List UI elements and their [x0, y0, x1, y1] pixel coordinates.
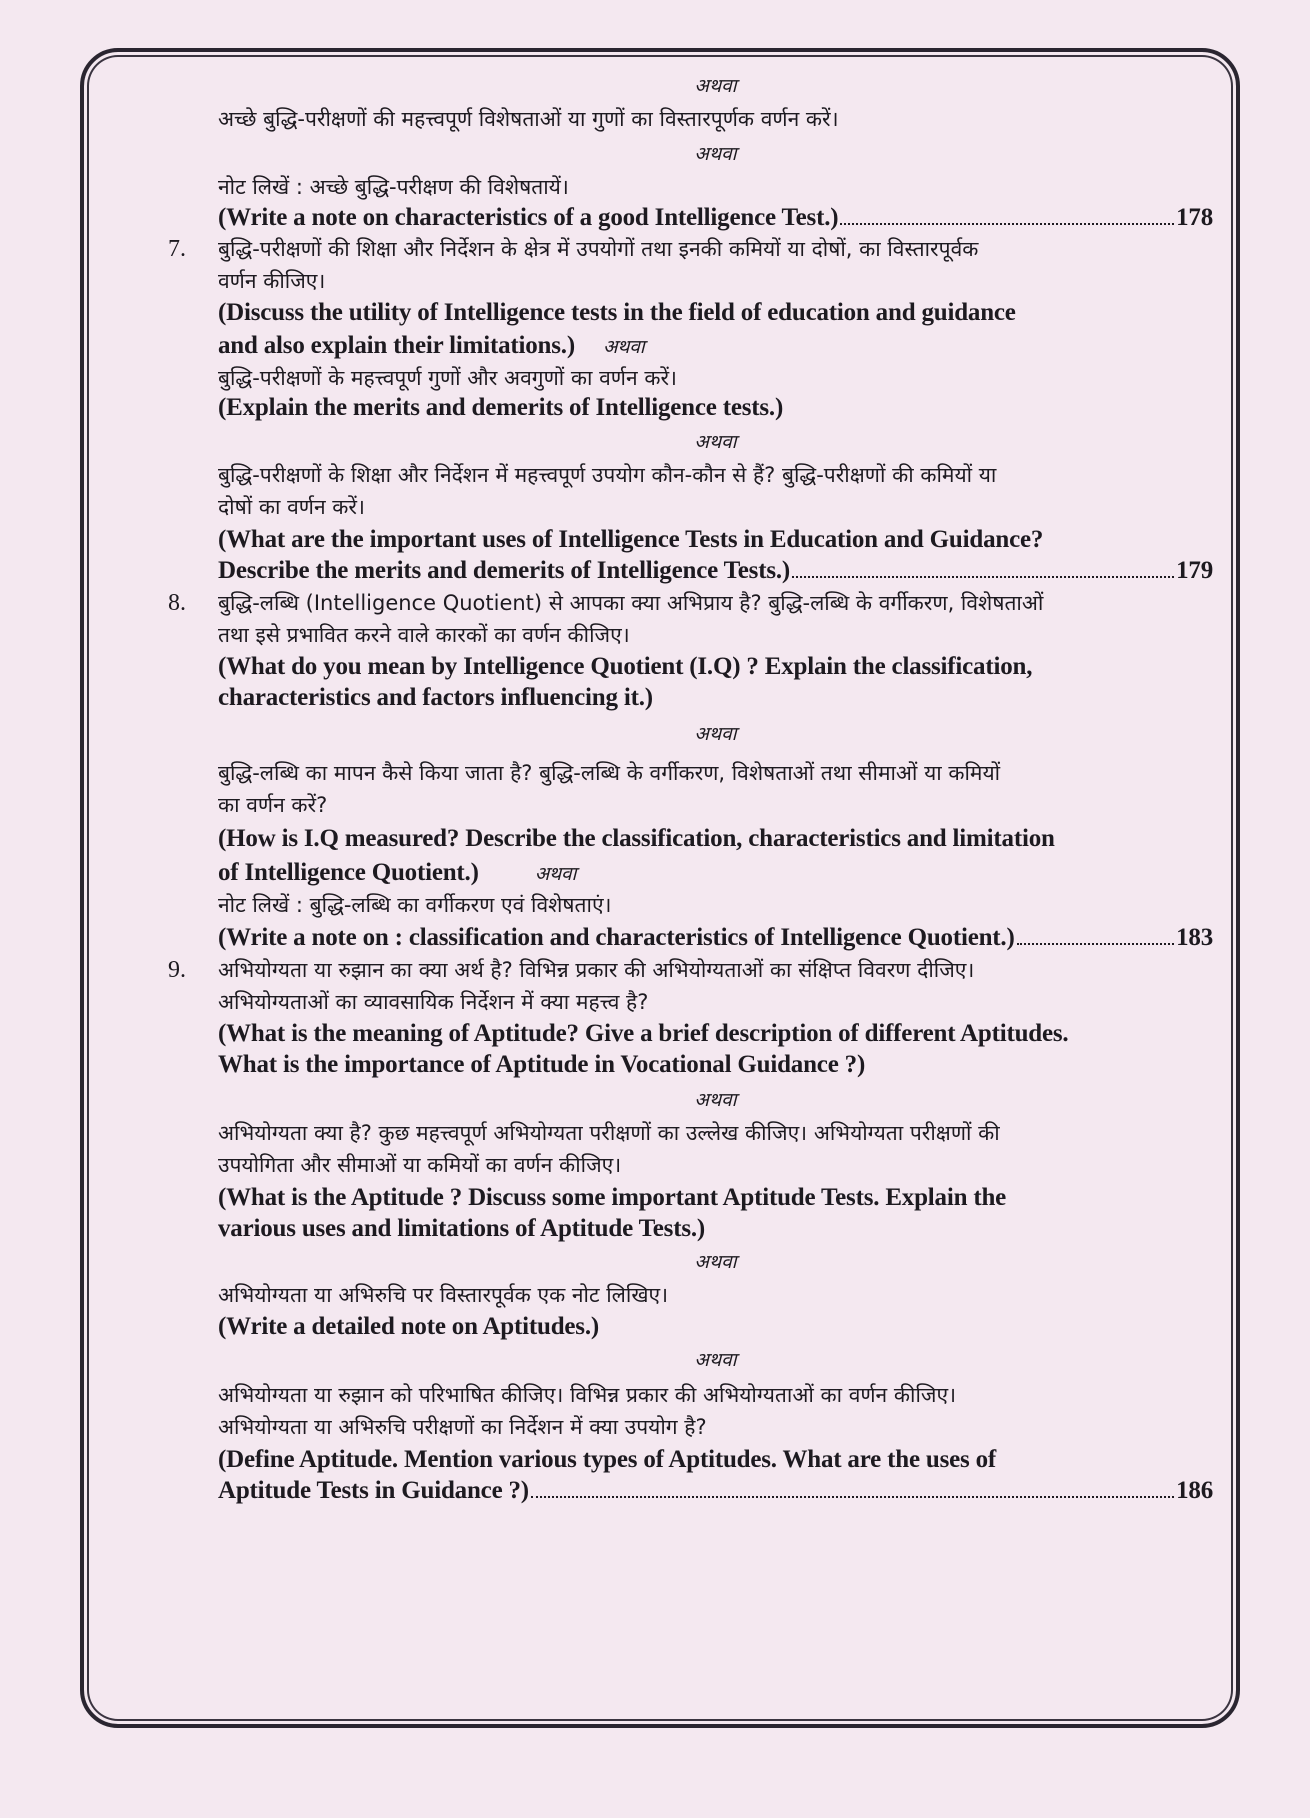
english-line: (Define Aptitude. Mention various types of Aptitudes. What are the uses of [218, 1446, 997, 1473]
english-line: (Write a note on characteristics of a good Intelligence Test.) [218, 204, 839, 231]
or-separator: अथवा [534, 863, 577, 885]
leader-dots [531, 1496, 1174, 1498]
hindi-line: अभियोग्यता या रुझान को परिभाषित कीजिए। विभिन्न प्रकार की अभियोग्यताओं का वर्णन कीजिए। [218, 1383, 957, 1407]
hindi-line: दोषों का वर्णन करें। [218, 495, 365, 519]
english-line: (Write a note on : classification and characteristics of Intelligence Quotient.) [218, 924, 1015, 951]
english-line: (What is the meaning of Aptitude? Give a brief description of different Aptitudes. [218, 1020, 1069, 1047]
page-number: 178 [1176, 204, 1213, 231]
toc-entry[interactable] [218, 923, 1213, 953]
english-line: and also explain their limitations.) [218, 332, 575, 359]
page-number: 179 [1176, 557, 1213, 584]
page-number: 183 [1176, 924, 1213, 951]
hindi-line: बुद्धि-लब्धि (Intelligence Quotient) से आपका क्या अभिप्राय है? बुद्धि-लब्धि के वर्गीकरण, विशेषताओं [218, 591, 1044, 615]
or-separator: अथवा [694, 1089, 737, 1111]
question-number: 8. [168, 590, 186, 616]
page-number: 186 [1176, 1477, 1213, 1504]
english-line: various uses and limitations of Aptitude Tests.) [218, 1215, 706, 1242]
or-separator: अथवा [694, 143, 737, 165]
or-separator: अथवा [694, 1251, 737, 1273]
or-separator: अथवा [694, 723, 737, 745]
english-line: characteristics and factors influencing it.) [218, 684, 653, 711]
english-line: (How is I.Q measured? Describe the classification, characteristics and limitation [218, 825, 1055, 852]
question-number: 9. [168, 957, 186, 983]
hindi-line: नोट लिखें : अच्छे बुद्धि-परीक्षण की विशेषतायें। [218, 175, 569, 199]
hindi-line: बुद्धि-परीक्षणों के शिक्षा और निर्देशन में महत्त्वपूर्ण उपयोग कौन-कौन से हैं? बुद्धि-परीक्षणों की कमियों या [218, 463, 997, 487]
english-line: Aptitude Tests in Guidance ?) [218, 1477, 529, 1504]
hindi-line: का वर्णन करें? [218, 793, 328, 817]
english-line: (Explain the merits and demerits of Intelligence tests.) [218, 394, 784, 421]
english-line: (What do you mean by Intelligence Quotient (I.Q) ? Explain the classification, [218, 653, 1033, 680]
question-number: 7. [168, 236, 186, 262]
leader-dots [1017, 943, 1174, 945]
hindi-line: बुद्धि-परीक्षणों की शिक्षा और निर्देशन के क्षेत्र में उपयोगों तथा इनकी कमियों या दोषों, का विस्तारपूर्वक [218, 237, 979, 261]
hindi-line: बुद्धि-परीक्षणों के महत्त्वपूर्ण गुणों और अवगुणों का वर्णन करें। [218, 366, 677, 390]
english-line-with-or [218, 858, 1213, 889]
hindi-line: अभियोग्यता क्या है? कुछ महत्त्वपूर्ण अभियोग्यता परीक्षणों का उल्लेख कीजिए। अभियोग्यता परीक्षणों की [218, 1121, 1000, 1145]
or-separator: अथवा [694, 75, 737, 97]
english-line: (What is the Aptitude ? Discuss some important Aptitude Tests. Explain the [218, 1184, 1007, 1211]
hindi-line: तथा इसे प्रभावित करने वाले कारकों का वर्णन कीजिए। [218, 623, 630, 647]
hindi-line: अभियोग्यता या रुझान का क्या अर्थ है? विभिन्न प्रकार की अभियोग्यताओं का संक्षिप्त विवरण दीजिए। [218, 958, 975, 982]
english-line: (Write a detailed note on Aptitudes.) [218, 1313, 600, 1340]
hindi-line: अभियोग्यता या अभिरुचि परीक्षणों का निर्देशन में क्या उपयोग है? [218, 1415, 707, 1439]
english-line: of Intelligence Quotient.) [218, 859, 479, 886]
hindi-line: नोट लिखें : बुद्धि-लब्धि का वर्गीकरण एवं विशेषताएं। [218, 893, 612, 917]
or-separator: अथवा [694, 431, 737, 453]
hindi-line: उपयोगिता और सीमाओं या कमियों का वर्णन कीजिए। [218, 1153, 622, 1177]
or-separator: अथवा [694, 1349, 737, 1371]
english-line: (What are the important uses of Intelligence Tests in Education and Guidance? [218, 526, 1044, 553]
hindi-line: अभियोग्यता या अभिरुचि पर विस्तारपूर्वक एक नोट लिखिए। [218, 1283, 669, 1307]
hindi-line: अच्छे बुद्धि-परीक्षणों की महत्त्वपूर्ण विशेषताओं या गुणों का विस्तारपूर्णक वर्णन करें। [218, 107, 839, 131]
toc-entry[interactable] [218, 203, 1213, 233]
leader-dots [792, 576, 1174, 578]
or-separator: अथवा [602, 336, 645, 358]
toc-entry[interactable] [218, 1476, 1213, 1506]
english-line-with-or [218, 331, 1213, 362]
english-line: Describe the merits and demerits of Intelligence Tests.) [218, 557, 791, 584]
leader-dots [840, 223, 1174, 225]
toc-entry[interactable] [218, 556, 1213, 586]
hindi-line: वर्णन कीजिए। [218, 269, 326, 293]
english-line: What is the importance of Aptitude in Vocational Guidance ?) [218, 1051, 866, 1078]
hindi-line: अभियोग्यताओं का व्यावसायिक निर्देशन में क्या महत्त्व है? [218, 990, 649, 1014]
english-line: (Discuss the utility of Intelligence tests in the field of education and guidance [218, 299, 1016, 326]
hindi-line: बुद्धि-लब्धि का मापन कैसे किया जाता है? बुद्धि-लब्धि के वर्गीकरण, विशेषताओं तथा सीमाओं या कमियों [218, 761, 1001, 785]
